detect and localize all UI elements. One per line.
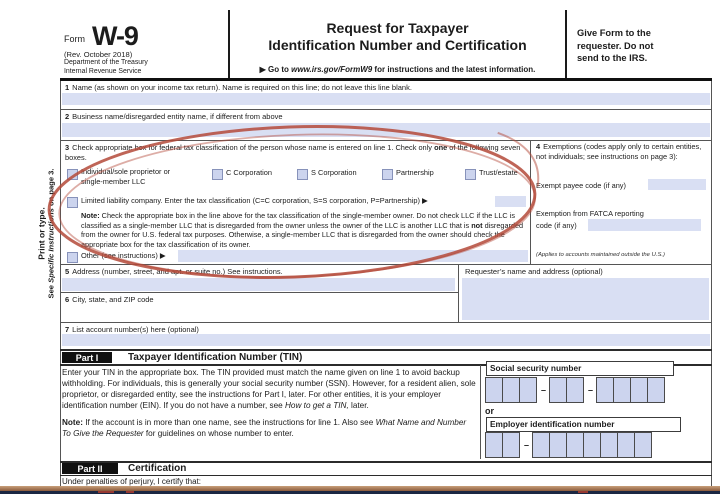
- checkbox-s-corporation[interactable]: [297, 169, 308, 180]
- line5-label: [65, 267, 455, 276]
- ssn-label: Social security number: [486, 361, 674, 376]
- form-number: W-9: [92, 21, 138, 51]
- fatca-input[interactable]: [588, 219, 701, 231]
- line1-number: 1: [65, 83, 70, 92]
- section3-4-divider: [530, 140, 531, 265]
- row-divider-6-7: [60, 322, 712, 323]
- sidebar-rotated-text: [37, 119, 56, 349]
- part1-note-c: for guidelines on whose number to enter.: [143, 429, 294, 438]
- row-divider-3: [60, 264, 712, 265]
- ein-digit-box[interactable]: [583, 432, 601, 458]
- line6-text: City, state, and ZIP code: [72, 295, 154, 304]
- requester-input[interactable]: [462, 278, 709, 320]
- form-url-link[interactable]: www.irs.gov/FormW9: [291, 65, 373, 74]
- ssn-digit-box[interactable]: [485, 377, 503, 403]
- on-page-3: on page 3.: [46, 168, 56, 209]
- red-speck: [126, 491, 134, 493]
- requester-label: Requester’s name and address (optional): [465, 267, 603, 276]
- name-input[interactable]: [62, 93, 710, 105]
- see-word: See: [46, 282, 56, 299]
- ein-digit-box[interactable]: [634, 432, 652, 458]
- part1-title: Taxpayer Identification Number (TIN): [128, 352, 303, 363]
- form-revision: (Rev. October 2018): [64, 50, 133, 59]
- business-name-input[interactable]: [62, 123, 710, 137]
- checkbox-trust-estate[interactable]: [465, 169, 476, 180]
- tin-column-divider: [480, 365, 481, 459]
- ssn-dash: –: [540, 385, 546, 395]
- ein-digit-box[interactable]: [502, 432, 520, 458]
- form-right-border: [711, 81, 712, 486]
- ssn-digit-box[interactable]: [519, 377, 537, 403]
- ein-digit-box[interactable]: [566, 432, 584, 458]
- part1-note: [62, 417, 476, 439]
- line6-label: [65, 295, 455, 304]
- other-label: Other (see instructions) ▶: [81, 251, 166, 260]
- part1-para-a: Enter your TIN in the appropriate box. The TIN provided must match the name given on line 1 to avoid backup withholding. For individuals, this is generally your social security number (SSN). However, for a resident alien, sole proprietor, or disregarded entity, see the instructions for Part I, later. For other entities, it is your employer identification number (EIN). If you do not have a number, see: [62, 368, 476, 410]
- ssn-digit-box[interactable]: [647, 377, 665, 403]
- note-text-bold: not: [471, 220, 483, 230]
- ssn-digit-box[interactable]: [613, 377, 631, 403]
- checkbox-other[interactable]: [67, 252, 78, 263]
- line3-text-bold: one: [434, 143, 448, 152]
- line2-text: Business name/disregarded entity name, if different from above: [72, 112, 283, 121]
- checkbox-llc[interactable]: [67, 197, 78, 208]
- dept-line2: Internal Revenue Service: [64, 68, 142, 76]
- form-title-line2: Identification Number and Certification: [268, 37, 527, 53]
- line1-label: [65, 83, 625, 92]
- form-left-border: [60, 81, 61, 486]
- part1-badge: Part I: [62, 352, 112, 363]
- account-numbers-input[interactable]: [62, 334, 710, 346]
- see-instructions-label: [47, 119, 56, 349]
- ssn-digit-box[interactable]: [549, 377, 567, 403]
- line4-label: [536, 142, 708, 161]
- header-divider-right: [565, 10, 567, 79]
- row-divider-1: [60, 109, 712, 110]
- ssn-digit-box[interactable]: [596, 377, 614, 403]
- row-divider-5-6: [60, 292, 458, 293]
- ein-label: Employer identification number: [486, 417, 681, 432]
- option-individual-label: Individual/sole proprietor or single-member LLC: [81, 167, 171, 186]
- dept-line1: Department of the Treasury: [64, 59, 148, 67]
- ein-boxes: [486, 432, 652, 458]
- ein-digit-box[interactable]: [532, 432, 550, 458]
- give-form-note: Give Form to the requester. Do not send to the IRS.: [577, 28, 654, 63]
- option-partnership-label: Partnership: [396, 168, 434, 177]
- option-s-corp-label: S Corporation: [311, 168, 357, 177]
- ssn-boxes: [486, 377, 665, 403]
- llc-classification-input[interactable]: [495, 196, 526, 207]
- red-speck: [98, 491, 114, 493]
- requester-divider: [458, 264, 459, 322]
- option-trust-estate-label: Trust/estate: [479, 168, 518, 177]
- red-speck: [578, 491, 588, 493]
- line5-number: 5: [65, 267, 70, 276]
- note-text-c: disregarded from the owner for U.S. federal tax purposes. Otherwise, a single-member LLC that is disregarded from the owner should check the appropriate box for the tax classification of its owner.: [81, 220, 524, 250]
- line2-label: [65, 112, 625, 121]
- line1-text: Name (as shown on your income tax return). Name is required on this line; do not leave this line blank.: [72, 83, 412, 92]
- ssn-digit-box[interactable]: [502, 377, 520, 403]
- part1-note-a: If the account is in more than one name, see the instructions for line 1. Also see: [82, 418, 376, 427]
- form-title-line1: Request for Taxpayer: [326, 20, 469, 36]
- exempt-payee-label: Exempt payee code (if any): [536, 181, 626, 190]
- fatca-label-line2: code (if any): [536, 221, 577, 230]
- line3-note: [81, 211, 530, 250]
- ein-dash: –: [523, 440, 529, 450]
- form-word: Form: [64, 34, 85, 44]
- line3-label: [65, 143, 527, 163]
- checkbox-partnership[interactable]: [382, 169, 393, 180]
- part1-para-c: later.: [348, 401, 369, 410]
- ssn-digit-box[interactable]: [566, 377, 584, 403]
- line3-text-c: of the following seven boxes.: [65, 143, 521, 162]
- line2-number: 2: [65, 112, 70, 121]
- line7-number: 7: [65, 325, 70, 334]
- ein-digit-box[interactable]: [549, 432, 567, 458]
- part1-paragraph: [62, 367, 476, 411]
- line3-number: 3: [65, 143, 70, 152]
- part2-badge: Part II: [62, 463, 118, 474]
- part1-note-italic: What Name and Number To Give the Requester: [62, 418, 467, 438]
- print-or-type-label: Print or type.: [36, 207, 47, 260]
- subtitle-suffix: for instructions and the latest information.: [372, 65, 536, 74]
- checkbox-c-corporation[interactable]: [212, 169, 223, 180]
- line4-text: Exemptions (codes apply only to certain entities, not individuals; see instructions on page 3):: [536, 142, 702, 161]
- specific-instructions: Specific Instructions: [46, 208, 56, 283]
- form-id-block: [60, 10, 228, 78]
- row-divider-2: [60, 140, 712, 141]
- header-bottom-rule: [60, 78, 712, 81]
- note-text-a: Check the appropriate box in the line above for the tax classification of the single-member owner. Do not check LLC if the LLC is classified as a single-member LLC that is disregarded from the owner unless the owner of the LLC is another LLC that is: [81, 211, 515, 230]
- or-label: or: [485, 406, 494, 416]
- line7-label: [65, 325, 625, 334]
- applies-note: (Applies to accounts maintained outside the U.S.): [536, 252, 666, 258]
- part1-body: [62, 367, 476, 439]
- line5-text: Address (number, street, and apt. or suite no.) See instructions.: [72, 267, 283, 276]
- address-input[interactable]: [62, 278, 455, 291]
- llc-label: Limited liability company. Enter the tax classification (C=C corporation, S=S corporation, P=Partnership) ▶: [81, 196, 428, 205]
- fatca-label-line1: Exemption from FATCA reporting: [536, 209, 644, 218]
- subtitle-prefix: ▶ Go to: [259, 65, 292, 74]
- checkbox-individual[interactable]: [67, 169, 78, 180]
- part1-top-rule: [60, 349, 712, 351]
- line7-text: List account number(s) here (optional): [72, 325, 199, 334]
- ssn-dash: –: [587, 385, 593, 395]
- part1-para-italic: How to get a TIN,: [285, 401, 349, 410]
- other-input[interactable]: [178, 250, 528, 262]
- ein-digit-box[interactable]: [600, 432, 618, 458]
- ein-digit-box[interactable]: [617, 432, 635, 458]
- note-word: Note:: [81, 211, 100, 220]
- part2-bar-bottom-rule: [60, 475, 712, 476]
- part2-title: Certification: [128, 463, 187, 474]
- ein-digit-box[interactable]: [485, 432, 503, 458]
- part1-note-word: Note:: [62, 418, 83, 427]
- line3-text-a: Check appropriate box for federal tax classification of the person whose name is entered on line 1. Check only: [72, 143, 435, 152]
- perjury-line: Under penalties of perjury, I certify that:: [62, 477, 202, 486]
- ssn-digit-box[interactable]: [630, 377, 648, 403]
- option-c-corp-label: C Corporation: [226, 168, 273, 177]
- exempt-payee-input[interactable]: [648, 179, 706, 190]
- line4-number: 4: [536, 142, 541, 151]
- form-subtitle: [230, 65, 565, 74]
- form-title-block: [230, 20, 565, 74]
- line6-number: 6: [65, 295, 70, 304]
